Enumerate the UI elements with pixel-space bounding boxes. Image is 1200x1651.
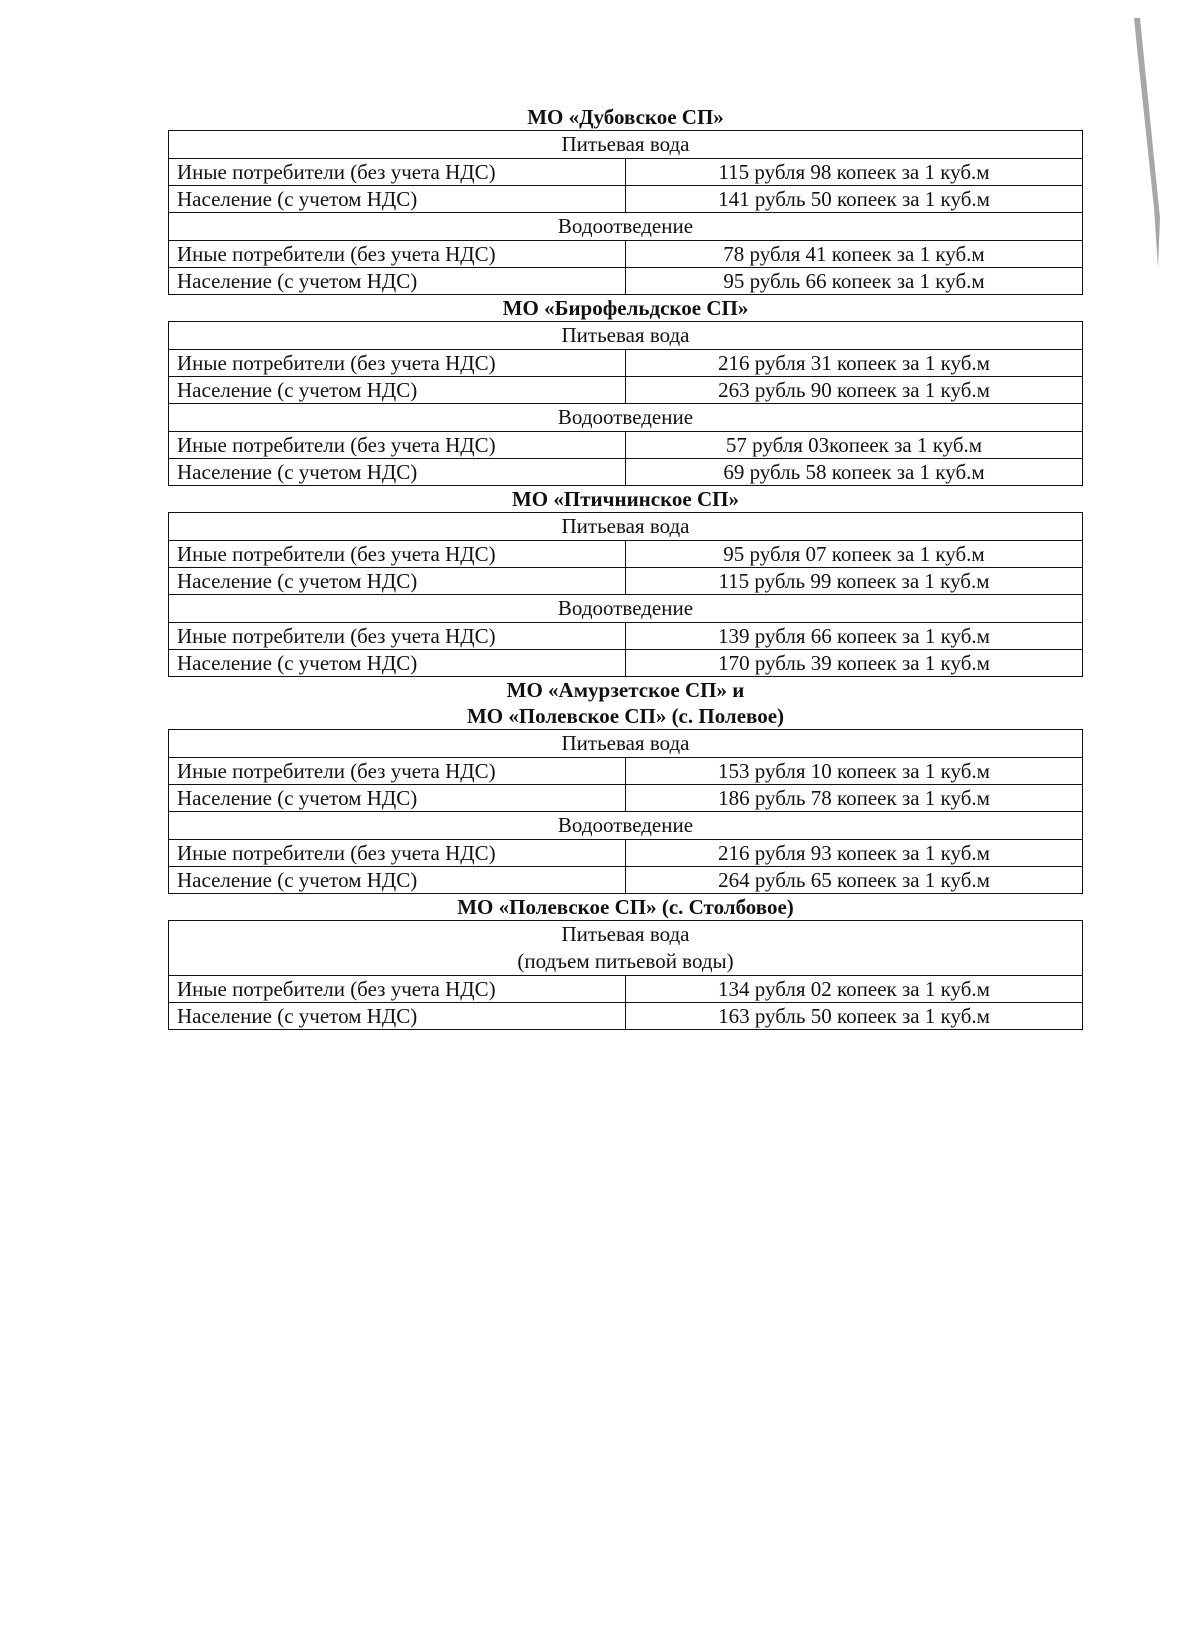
table-row <box>169 785 1083 812</box>
table-row <box>169 1003 1083 1030</box>
consumer-category: Население (с учетом НДС) <box>169 785 626 812</box>
section-title: МО «Дубовское СП» <box>527 105 724 129</box>
service-header-row <box>169 404 1083 432</box>
service-header-cell <box>169 921 1083 976</box>
tariff-price: 186 рубль 78 копеек за 1 куб.м <box>626 785 1083 812</box>
service-name: Питьевая вода <box>561 514 690 538</box>
table-row <box>169 650 1083 677</box>
service-header-row <box>169 513 1083 541</box>
service-name: Питьевая вода <box>561 731 690 755</box>
table-row <box>169 159 1083 186</box>
tariff-price: 115 рубль 99 копеек за 1 куб.м <box>626 568 1083 595</box>
service-header-cell <box>169 322 1083 350</box>
table-row <box>169 840 1083 867</box>
table-row <box>169 568 1083 595</box>
tariff-price: 264 рубль 65 копеек за 1 куб.м <box>626 867 1083 894</box>
table-row <box>169 623 1083 650</box>
service-name: Водоотведение <box>557 596 694 620</box>
table-row <box>169 867 1083 894</box>
tariff-table <box>168 920 1083 1030</box>
table-row <box>169 459 1083 486</box>
tariff-section <box>168 104 1083 295</box>
tariff-table <box>168 512 1083 677</box>
consumer-category: Иные потребители (без учета НДС) <box>169 623 626 650</box>
table-row <box>169 350 1083 377</box>
service-header-cell <box>169 131 1083 159</box>
tariff-section <box>168 295 1083 486</box>
tariff-section <box>168 894 1083 1030</box>
service-name: Питьевая вода <box>561 323 690 347</box>
service-header-row <box>169 131 1083 159</box>
consumer-category: Население (с учетом НДС) <box>169 459 626 486</box>
consumer-category: Иные потребители (без учета НДС) <box>169 159 626 186</box>
service-name: Водоотведение <box>557 405 694 429</box>
consumer-category: Население (с учетом НДС) <box>169 186 626 213</box>
table-row <box>169 241 1083 268</box>
table-row <box>169 976 1083 1003</box>
consumer-category: Население (с учетом НДС) <box>169 1003 626 1030</box>
tariff-price: 263 рубль 90 копеек за 1 куб.м <box>626 377 1083 404</box>
table-row <box>169 758 1083 785</box>
service-header-row <box>169 322 1083 350</box>
tariff-table <box>168 130 1083 295</box>
service-name: Водоотведение <box>557 813 694 837</box>
tariff-price: 78 рубля 41 копеек за 1 куб.м <box>626 241 1083 268</box>
service-header-row <box>169 812 1083 840</box>
tariff-price: 115 рубля 98 копеек за 1 куб.м <box>626 159 1083 186</box>
tariff-price: 95 рубль 66 копеек за 1 куб.м <box>626 268 1083 295</box>
consumer-category: Иные потребители (без учета НДС) <box>169 840 626 867</box>
section-title: МО «Птичнинское СП» <box>511 487 739 511</box>
consumer-category: Иные потребители (без учета НДС) <box>169 758 626 785</box>
scan-page-edge-mark <box>1134 18 1160 268</box>
table-row <box>169 432 1083 459</box>
tariff-table <box>168 729 1083 894</box>
service-name: (подъем питьевой воды) <box>517 949 734 973</box>
consumer-category: Иные потребители (без учета НДС) <box>169 432 626 459</box>
service-name: Питьевая вода <box>561 132 690 156</box>
tariff-price: 216 рубля 93 копеек за 1 куб.м <box>626 840 1083 867</box>
consumer-category: Население (с учетом НДС) <box>169 650 626 677</box>
consumer-category: Население (с учетом НДС) <box>169 268 626 295</box>
tariff-section <box>168 677 1083 894</box>
service-header-row <box>169 595 1083 623</box>
service-header-cell <box>169 812 1083 840</box>
service-header-cell <box>169 730 1083 758</box>
consumer-category: Население (с учетом НДС) <box>169 867 626 894</box>
tariff-section <box>168 486 1083 677</box>
tariff-price: 95 рубля 07 копеек за 1 куб.м <box>626 541 1083 568</box>
service-name: Водоотведение <box>557 214 694 238</box>
tariff-price: 69 рубль 58 копеек за 1 куб.м <box>626 459 1083 486</box>
section-title: МО «Полевское СП» (с. Полевое) <box>466 704 785 728</box>
service-header-row <box>169 921 1083 976</box>
tariff-price: 216 рубля 31 копеек за 1 куб.м <box>626 350 1083 377</box>
service-header-row <box>169 730 1083 758</box>
tariff-price: 57 рубля 03копеек за 1 куб.м <box>626 432 1083 459</box>
table-row <box>169 541 1083 568</box>
service-header-cell <box>169 513 1083 541</box>
tariff-price: 134 рубля 02 копеек за 1 куб.м <box>626 976 1083 1003</box>
consumer-category: Иные потребители (без учета НДС) <box>169 541 626 568</box>
tariff-price: 163 рубль 50 копеек за 1 куб.м <box>626 1003 1083 1030</box>
tariff-table <box>168 321 1083 486</box>
consumer-category: Иные потребители (без учета НДС) <box>169 976 626 1003</box>
consumer-category: Население (с учетом НДС) <box>169 377 626 404</box>
tariff-price: 141 рубль 50 копеек за 1 куб.м <box>626 186 1083 213</box>
service-header-cell <box>169 404 1083 432</box>
service-header-cell <box>169 595 1083 623</box>
table-row <box>169 268 1083 295</box>
table-row <box>169 186 1083 213</box>
consumer-category: Иные потребители (без учета НДС) <box>169 241 626 268</box>
table-row <box>169 377 1083 404</box>
consumer-category: Иные потребители (без учета НДС) <box>169 350 626 377</box>
tariff-price: 139 рубля 66 копеек за 1 куб.м <box>626 623 1083 650</box>
tariff-price: 153 рубля 10 копеек за 1 куб.м <box>626 758 1083 785</box>
service-header-row <box>169 213 1083 241</box>
tariff-document <box>168 104 1083 1030</box>
section-title: МО «Бирофельдское СП» <box>502 296 749 320</box>
section-title: МО «Амурзетское СП» и <box>506 678 745 702</box>
service-header-cell <box>169 213 1083 241</box>
consumer-category: Население (с учетом НДС) <box>169 568 626 595</box>
section-title: МО «Полевское СП» (с. Столбовое) <box>457 895 794 919</box>
service-name: Питьевая вода <box>561 922 690 946</box>
tariff-price: 170 рубль 39 копеек за 1 куб.м <box>626 650 1083 677</box>
